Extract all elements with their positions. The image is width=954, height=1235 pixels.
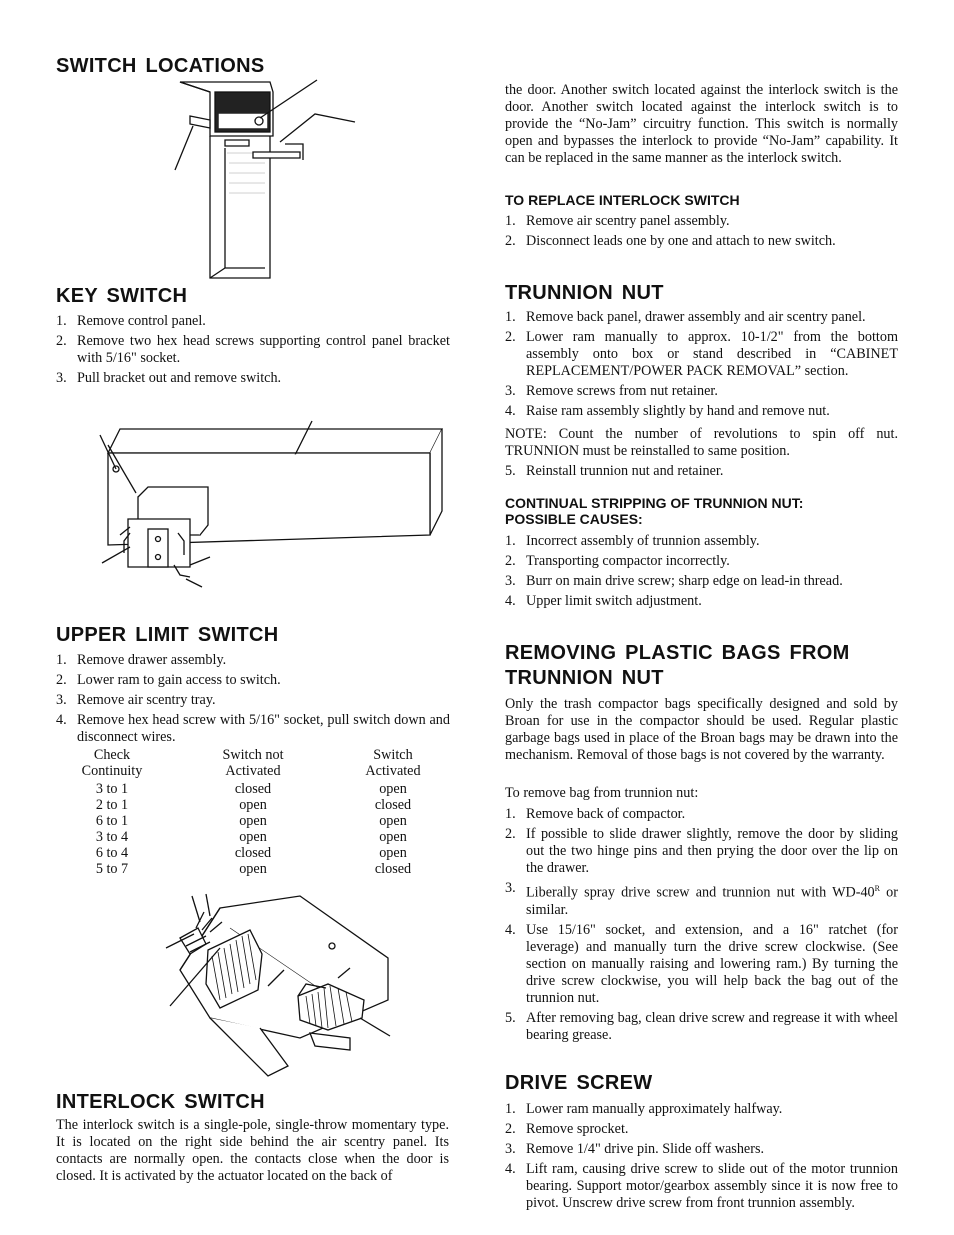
list-item: 3. Pull bracket out and remove switch. (56, 370, 282, 386)
removing-bags-heading: REMOVING PLASTIC BAGS FROM TRUNNION NUT (505, 642, 850, 689)
table-header: Switch not Activated (222, 747, 284, 779)
list-item: 3. Remove 1/4" drive pin. Slide off washers. (505, 1141, 765, 1157)
list-item: 3. Liberally spray drive screw and trunnion nut with $WD-40^R$ or similar. (505, 880, 899, 918)
replace-interlock-steps (505, 213, 898, 253)
list-item: 4. Lift ram, causing drive screw to slide out of the motor trunnion bearing. Support motor/gearbox assembly since it is now free to pivot. Unscrew drive screw from front trunnion assembly. (505, 1161, 898, 1211)
list-item: 1. Remove air scentry panel assembly. (505, 213, 730, 229)
upper-limit-switch-figure (150, 888, 400, 1083)
table-row: 6 to 1 open open (95, 813, 407, 829)
table-row: 3 to 1 closed open (95, 781, 407, 797)
list-item: 4. Remove hex head screw with 5/16" socket, pull switch down and disconnect wires. (56, 712, 450, 745)
list-item: 2. Remove two hex head screws supporting control panel bracket with 5/16" socket. (56, 333, 450, 366)
list-item: 1. Remove drawer assembly. (56, 652, 227, 668)
removing-bags-steps (505, 806, 898, 1047)
list-item: 4. Upper limit switch adjustment. (505, 593, 702, 609)
list-item: 5. After removing bag, clean drive screw and regrease it with wheel bearing grease. (505, 1009, 898, 1043)
removing-bags-intro: Only the trash compactor bags specifically designed and sold by Broan for use in the compactor should be used. Regular plastic garbage bags used in place of the Broan bags may be drawn into the mechanism. Removal of those bags is not covered by the warranty. (505, 696, 898, 763)
continual-stripping-causes (505, 533, 898, 613)
list-item: 3. Remove screws from nut retainer. (505, 383, 718, 399)
table-row: 2 to 1 open closed (95, 797, 412, 813)
switch-locations-figure (165, 78, 365, 284)
interlock-switch-text: The interlock switch is a single-pole, single-throw momentary type. It is located on the right side behind the air scentry panel. Its contacts are normally open. the contacts close when the door is closed. It is activated by the actuator located on the back of (56, 1117, 449, 1184)
replace-interlock-heading: TO REPLACE INTERLOCK SWITCH (505, 192, 740, 208)
list-item: 2. Transporting compactor incorrectly. (505, 553, 730, 569)
upper-limit-switch-heading: UPPER LIMIT SWITCH (56, 624, 279, 646)
list-item: 4. Raise ram assembly slightly by hand and remove nut. (505, 403, 830, 419)
list-item: 3. Burr on main drive screw; sharp edge on lead-in thread. (505, 573, 843, 589)
interlock-continued-text: the door. Another switch located against the interlock switch is the door. Another switch located against the interlock switch is to provide the “No-Jam” circuitry function. This switch is normally open and bypasses the interlock to provide “No-Jam” capability. It can be replaced in the same manner as the interlock switch. (505, 82, 898, 166)
key-switch-steps (56, 313, 450, 390)
list-item: 1. Incorrect assembly of trunnion assembly. (505, 533, 760, 549)
drive-screw-steps (505, 1101, 898, 1215)
table-row: 5 to 7 open closed (95, 861, 412, 877)
list-item: 1. Remove control panel. (56, 313, 206, 329)
trunnion-nut-steps (505, 309, 898, 423)
list-item: 3. Remove air scentry tray. (56, 692, 216, 708)
drive-screw-heading: DRIVE SCREW (505, 1072, 653, 1094)
key-switch-figure (90, 415, 450, 595)
trunnion-nut-steps-cont (505, 463, 898, 483)
list-item: 5. Reinstall trunnion nut and retainer. (505, 463, 724, 479)
list-item: 1. Remove back of compactor. (505, 806, 686, 822)
list-item: 1. Lower ram manually approximately halfway. (505, 1101, 783, 1117)
table-header: Switch Activated (365, 747, 421, 779)
list-item: 1. Remove back panel, drawer assembly and air scentry panel. (505, 309, 866, 325)
list-item: 2. Remove sprocket. (505, 1121, 629, 1137)
continuity-table (56, 747, 448, 877)
trunnion-note: NOTE: Count the number of revolutions to spin off nut. TRUNNION must be reinstalled to same position. (505, 426, 898, 459)
list-item: 2. Lower ram manually to approx. 10-1/2" from the bottom assembly onto box or stand described in “CABINET REPLACEMENT/POWER PACK REMOVAL” section. (505, 329, 898, 379)
table-row: 3 to 4 open open (95, 829, 407, 845)
key-switch-heading: KEY SWITCH (56, 285, 188, 307)
list-item: 2. Lower ram to gain access to switch. (56, 672, 281, 688)
upper-limit-steps (56, 652, 450, 746)
list-item: 2. If possible to slide drawer slightly, remove the door by sliding out the two hinge pins and then prying the door over the lip on the drawer. (505, 826, 898, 876)
list-item: 2. Disconnect leads one by one and attach to new switch. (505, 233, 836, 249)
list-item: 4. Use 15/16" socket, and extension, and a 16" ratchet (for leverage) and manually turn the drive screw clockwise. (See section on manually raising and lowering ram.) By turning the drive screw clockwise, you will help back the bag out of the trunnion nut. (505, 921, 898, 1006)
continual-stripping-heading: CONTINUAL STRIPPING OF TRUNNION NUT: POSSIBLE CAUSES: (505, 495, 804, 527)
table-row: 6 to 4 closed open (95, 845, 407, 861)
interlock-switch-heading: INTERLOCK SWITCH (56, 1091, 265, 1113)
table-header: Check Continuity (81, 747, 143, 779)
removing-bags-lead: To remove bag from trunnion nut: (505, 785, 699, 801)
trunnion-nut-heading: TRUNNION NUT (505, 282, 664, 304)
switch-locations-heading: SWITCH LOCATIONS (56, 55, 265, 77)
